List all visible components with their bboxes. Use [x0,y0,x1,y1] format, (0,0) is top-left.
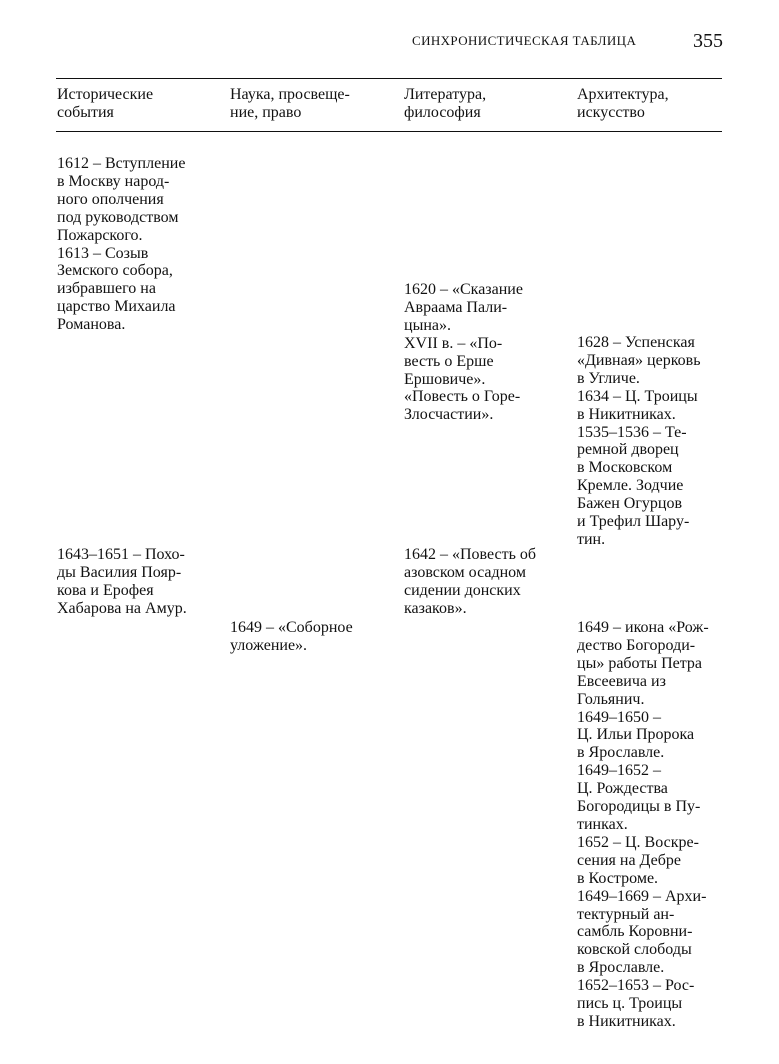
entry-line: Злосчастии». [404,406,494,424]
entry-line: 1652 – Ц. Воскре- [577,833,699,851]
entry-line: кова и Ерофея [57,581,154,599]
entry-line: и Трефил Шару- [577,513,690,531]
entry-line: ного ополчения [57,190,164,208]
header-bottom-rule [56,131,722,132]
entry-line: азовском осадном [404,563,526,581]
entry-line: ремной дворец [577,441,679,459]
entry-line: 1535–1536 – Те- [577,423,687,441]
entry-line: 1649–1669 – Архи- [577,887,707,905]
entry-line: 1642 – «Повесть об [404,546,537,563]
header-line: события [57,104,114,121]
entry-line: Ц. Ильи Пророка [577,726,695,744]
header-line: искусство [577,104,645,121]
header-line: Наука, просвеще- [230,86,350,103]
entry-line: 1628 – Успенская [577,334,695,351]
entry-line: 1649 – «Соборное [230,619,353,636]
entry-literature-1620 [404,281,523,424]
entry-line: Авраама Пали- [404,298,508,316]
entry-line: «Дивная» церковь [577,351,701,369]
header-line: философия [404,104,481,121]
entry-line: Романова. [57,316,126,334]
entry-line: в Угличе. [577,369,640,387]
entry-line: 1612 – Вступление [57,155,186,172]
entry-line: в Ярославле. [577,744,665,762]
entry-line: Богородицы в Пу- [577,798,701,816]
entry-line: избравшего на [57,280,156,298]
entry-science-1649 [230,619,353,655]
entry-line: 1652–1653 – Рос- [577,977,695,995]
entry-line: 1613 – Созыв [57,244,149,262]
entry-line: в Ярославле. [577,959,665,977]
entry-literature-1642 [404,546,536,618]
entry-line: казаков». [404,599,467,617]
entry-line: сения на Дебре [577,851,681,869]
header-line: Архитектура, [577,86,669,103]
entry-line: в Никитниках. [577,405,676,423]
entry-line: Гольянич. [577,690,645,708]
entry-line: XVII в. – «По- [404,334,503,352]
entry-line: самбль Коровни- [577,923,693,941]
entry-line: весть о Ерше [404,352,494,370]
entry-line: 1634 – Ц. Троицы [577,387,698,405]
entry-line: Кремле. Зодчие [577,477,684,495]
entry-line: Пожарского. [57,226,143,244]
page-number: 355 [693,30,723,52]
column-header-literature [404,86,486,122]
entry-line: тинках. [577,815,628,833]
entry-line: тин. [577,530,606,548]
entry-line: 1649–1650 – [577,708,661,726]
entry-line: Ц. Рождества [577,780,668,798]
entry-line: ковской слободы [577,941,692,959]
entry-line: цына». [404,316,451,334]
entry-line: 1643–1651 – Похо- [57,546,185,563]
table-top-rule [56,78,722,79]
entry-line: Ершовиче». [404,370,486,388]
column-header-architecture [577,86,669,122]
entry-line: 1620 – «Сказание [404,281,523,298]
entry-line: Бажен Огурцов [577,495,683,513]
entry-line: Евсеевича из [577,672,666,690]
entry-history-1643 [57,546,187,618]
entry-line: тектурный ан- [577,905,675,923]
column-header-science [230,86,350,122]
column-header-history [57,86,153,122]
entry-architecture-1649 [577,619,709,1031]
entry-line: уложение». [230,636,308,654]
header-line: Литература, [404,86,487,103]
header-line: ние, право [230,104,302,121]
entry-line: Хабарова на Амур. [57,599,187,617]
entry-line: в Москву народ- [57,172,170,190]
entry-line: Земского собора, [57,262,173,280]
entry-history-1612 [57,155,185,334]
entry-line: ды Василия Пояр- [57,563,182,581]
header-line: Исторические [57,86,154,103]
entry-line: в Московском [577,459,673,477]
entry-line: в Костроме. [577,869,659,887]
running-title: СИНХРОНИСТИЧЕСКАЯ ТАБЛИЦА [412,33,637,48]
entry-line: в Никитниках. [577,1012,676,1030]
entry-line: царство Михаила [57,298,176,316]
entry-line: дество Богороди- [577,636,696,654]
entry-line: под руководством [57,208,179,226]
entry-line: «Повесть о Горе- [404,388,521,406]
entry-line: 1649–1652 – [577,762,661,780]
entry-line: пись ц. Троицы [577,995,683,1013]
entry-line: сидении донских [404,581,521,599]
entry-line: цы» работы Петра [577,654,703,672]
entry-architecture-1628 [577,334,701,549]
entry-line: 1649 – икона «Рож- [577,619,709,636]
